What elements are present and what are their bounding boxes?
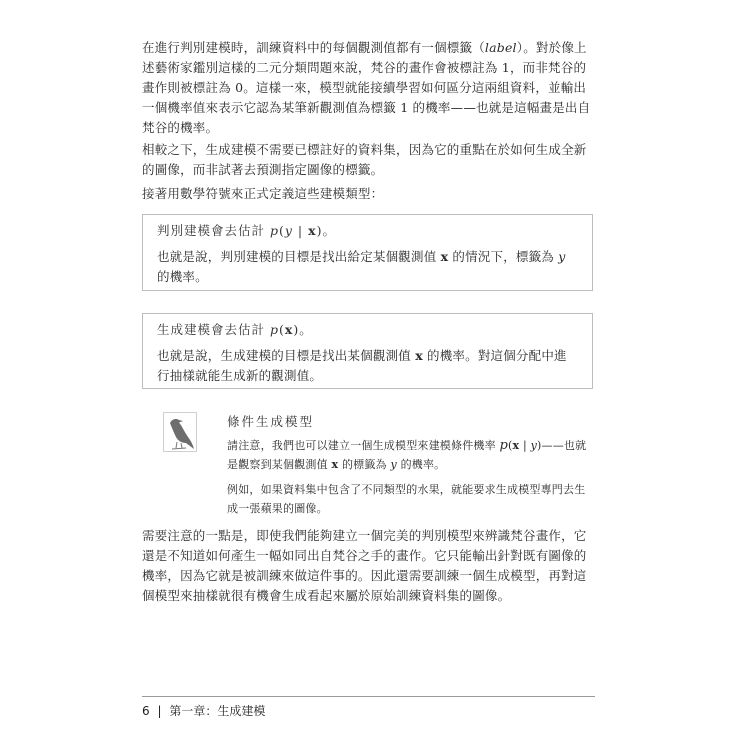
definition-box-discriminative bbox=[142, 214, 593, 291]
definition-title: 生成建模會去估計 p(x)。 bbox=[157, 322, 313, 337]
crow-icon bbox=[163, 412, 197, 452]
page-number: 6 bbox=[142, 704, 150, 718]
definition-body: 也就是說，生成建模的目標是找出某個觀測值 x 的機率。對這個分配中進行抽樣就能生成新的觀測值。 bbox=[157, 348, 567, 383]
label-term: label bbox=[484, 40, 517, 55]
note-paragraph: 請注意，我們也可以建立一個生成模型來建模條件機率 p(x | y)——也就是觀察到某個觀測值 x 的標籤為 y 的機率。 bbox=[227, 438, 587, 471]
paragraph-conclusion: 需要注意的一點是，即使我們能夠建立一個完美的判別模型來辨識梵谷畫作，它還是不知道如何產生一幅如同出自梵谷之手的畫作。它只能輸出針對既有圖像的機率，因為它就是被訓練來做這件事的。因此還需要訓練一個生成模型，再對這個模型來抽樣就很有機會生成看起來屬於原始訓練資料集的圖像。 bbox=[142, 528, 587, 603]
note-title: 條件生成模型 bbox=[227, 414, 315, 429]
footer-divider bbox=[142, 696, 595, 697]
definition-body: 也就是說，判別建模的目標是找出給定某個觀測值 x 的情況下，標籤為 y 的機率。 bbox=[157, 249, 566, 284]
note-paragraph: 例如，如果資料集中包含了不同類型的水果，就能要求生成模型專門去生成一張蘋果的圖像。 bbox=[227, 483, 586, 515]
note-body bbox=[227, 412, 587, 518]
definition-box-generative bbox=[142, 313, 593, 389]
footer-separator: | bbox=[157, 704, 162, 718]
page-footer bbox=[142, 702, 265, 719]
definition-title: 判別建模會去估計 p(y | x)。 bbox=[157, 223, 336, 238]
paragraph-discriminative-labels: 在進行判別建模時，訓練資料中的每個觀測值都有一個標籤（label）。對於像上述藝術家鑑別這樣的二元分類問題來說，梵谷的畫作會被標註為 1，而非梵谷的畫作則被標註為 0。這樣一來，模型就能接續學習如何區分這兩組資料，並輸出一個機率值來表示它認為某筆新觀測值為標籤 1 的機率——也就是這幅畫是出自梵谷的機率。 bbox=[142, 40, 591, 135]
paragraph-formal-definition-intro: 接著用數學符號來正式定義這些建模類型： bbox=[142, 186, 384, 201]
paragraph-generative-contrast: 相較之下，生成建模不需要已標註好的資料集，因為它的重點在於如何生成全新的圖像，而非試著去預測指定圖像的標籤。 bbox=[142, 142, 587, 177]
chapter-title: 第一章：生成建模 bbox=[169, 704, 266, 718]
